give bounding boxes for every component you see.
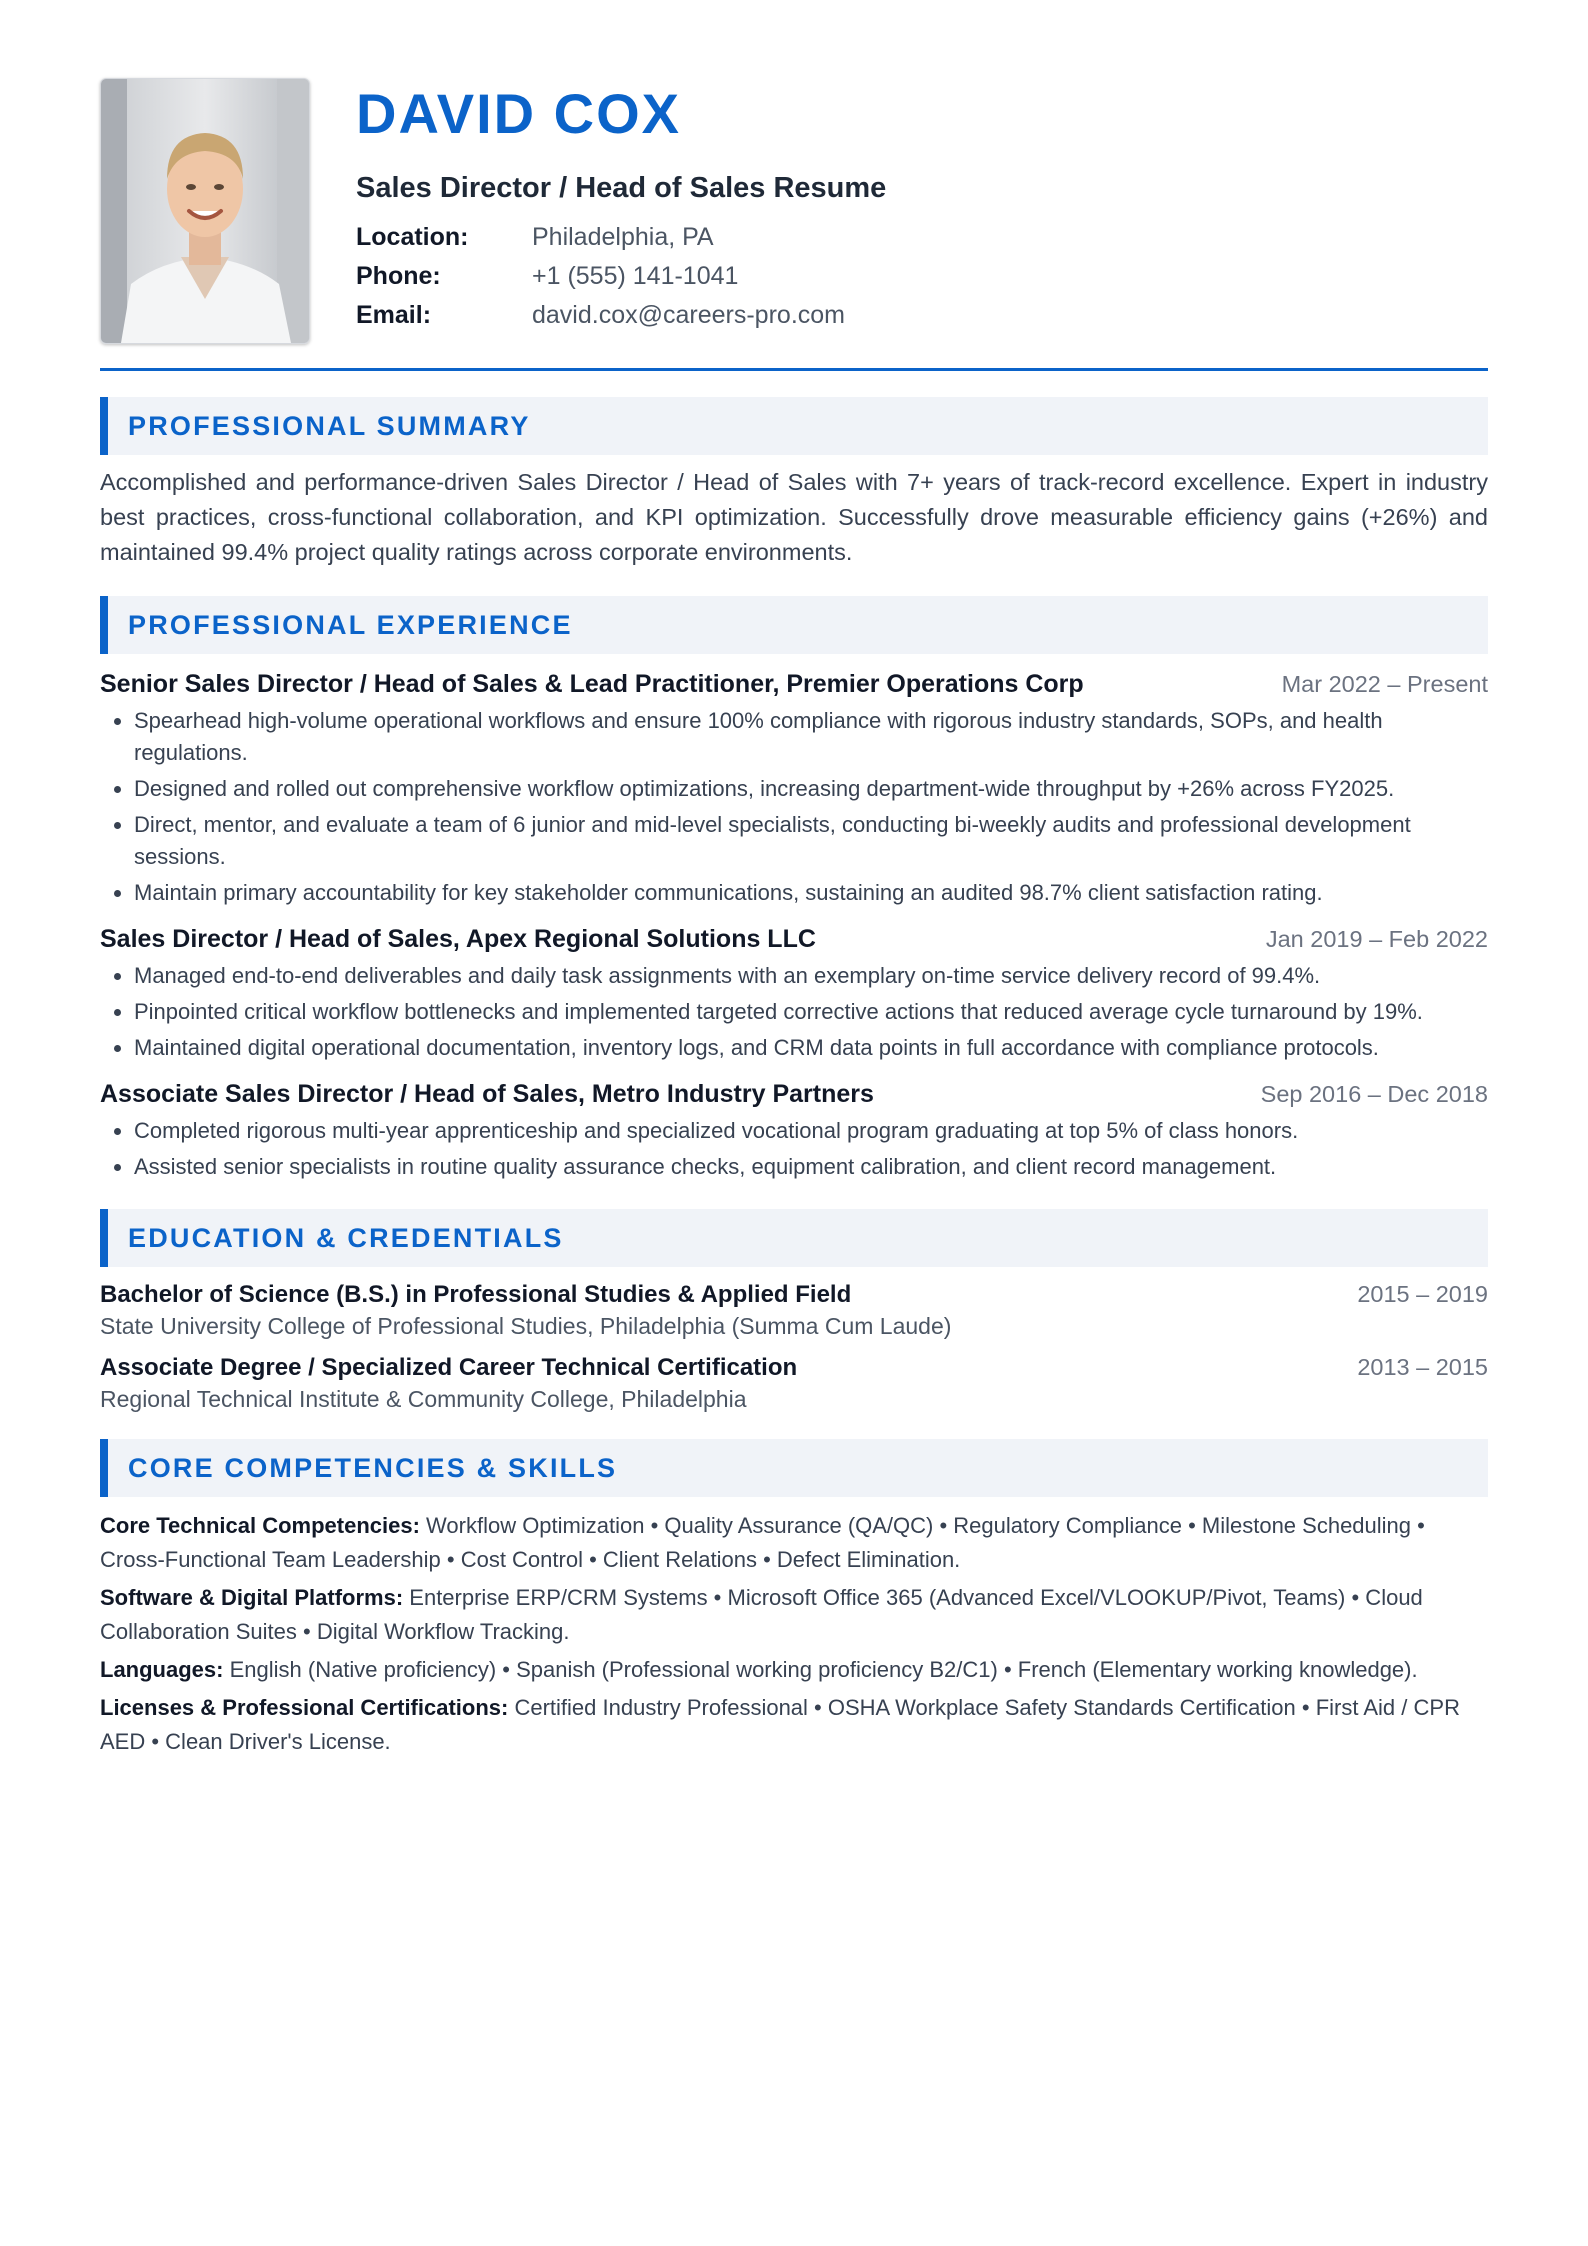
- experience-section: [100, 596, 1488, 1183]
- section-title: PROFESSIONAL EXPERIENCE: [128, 609, 573, 640]
- degree-title: Bachelor of Science (B.S.) in Professional Studies & Applied Field: [100, 1281, 852, 1308]
- job-bullets: [100, 960, 1488, 1064]
- job-bullet: • Direct, mentor, and evaluate a team of 6 junior and mid-level specialists, conducting bi-weekly audits and professional development sessions.: [134, 809, 1488, 873]
- section-title: EDUCATION & CREDENTIALS: [128, 1222, 564, 1253]
- section-header: [100, 1439, 1488, 1497]
- skill-label: Core Technical Competencies:: [100, 1513, 420, 1538]
- job-title: Sales Director / Head of Sales, Apex Regional Solutions LLC: [100, 925, 816, 953]
- skill-text: English (Native proficiency) • Spanish (Professional working proficiency B2/C1) • French (Elementary working knowledge).: [229, 1657, 1418, 1682]
- location-label: Location:: [356, 223, 469, 251]
- job-header: [100, 925, 1488, 954]
- job-entry: [100, 1080, 1488, 1183]
- skills-list: [100, 1509, 1488, 1759]
- degree-title: Associate Degree / Specialized Career Technical Certification: [100, 1354, 798, 1381]
- summary-section: [100, 397, 1488, 570]
- candidate-name: DAVID COX: [356, 82, 681, 145]
- header-divider: [100, 368, 1488, 371]
- job-date: Sep 2016 – Dec 2018: [1260, 1081, 1488, 1107]
- job-bullet: • Maintain primary accountability for key stakeholder communications, sustaining an audited 98.7% client satisfaction rating.: [134, 877, 1488, 909]
- education-header: [100, 1354, 1488, 1382]
- section-title: PROFESSIONAL SUMMARY: [128, 410, 531, 441]
- education-section: [100, 1209, 1488, 1413]
- skill-label: Licenses & Professional Certifications:: [100, 1695, 509, 1720]
- skill-line: [100, 1691, 1488, 1759]
- header-info: [356, 78, 886, 330]
- job-date: Jan 2019 – Feb 2022: [1265, 926, 1488, 952]
- section-header: [100, 596, 1488, 654]
- skill-line: [100, 1653, 1488, 1687]
- education-header: [100, 1281, 1488, 1309]
- education-date: 2015 – 2019: [1357, 1281, 1488, 1307]
- resume-subtitle: Sales Director / Head of Sales Resume: [356, 172, 887, 204]
- school-name: State University College of Professional Studies, Philadelphia (Summa Cum Laude): [100, 1313, 952, 1339]
- profile-photo: [100, 78, 310, 344]
- email-label: Email:: [356, 301, 432, 329]
- section-header: [100, 1209, 1488, 1267]
- job-bullet: • Assisted senior specialists in routine quality assurance checks, equipment calibration, and client record management.: [134, 1151, 1488, 1183]
- education-entry: [100, 1281, 1488, 1340]
- skill-label: Software & Digital Platforms:: [100, 1585, 404, 1610]
- job-bullet: • Managed end-to-end deliverables and daily task assignments with an exemplary on-time service delivery record of 99.4%.: [134, 960, 1488, 992]
- location-value: Philadelphia, PA: [532, 223, 714, 251]
- job-bullets: [100, 1115, 1488, 1183]
- job-bullet: • Maintained digital operational documentation, inventory logs, and CRM data points in full accordance with compliance protocols.: [134, 1032, 1488, 1064]
- job-bullet: • Spearhead high-volume operational workflows and ensure 100% compliance with rigorous industry standards, SOPs, and health regulations.: [134, 705, 1488, 769]
- skill-line: [100, 1509, 1488, 1577]
- job-entry: [100, 925, 1488, 1064]
- skill-label: Languages:: [100, 1657, 224, 1682]
- summary-text: Accomplished and performance-driven Sales Director / Head of Sales with 7+ years of track-record excellence. Expert in industry best practices, cross-functional collaboration, and KPI optimization. Successfully drove measurable efficiency gains (+26%) and maintained 99.4% project quality ratings across corporate environments.: [100, 469, 1488, 565]
- skill-line: [100, 1581, 1488, 1649]
- job-bullet: • Pinpointed critical workflow bottlenecks and implemented targeted corrective actions that reduced average cycle turnaround by 19%.: [134, 996, 1488, 1028]
- skill-text: Certified Industry Professional • OSHA Workplace Safety Standards Certification • First Aid / CPR AED • Clean Driver's License.: [100, 1695, 1460, 1754]
- resume-header: [100, 78, 1488, 344]
- skill-text: Enterprise ERP/CRM Systems • Microsoft Office 365 (Advanced Excel/VLOOKUP/Pivot, Teams) • Cloud Collaboration Suites • Digital Workflow Tracking.: [100, 1585, 1423, 1644]
- education-entry: [100, 1354, 1488, 1413]
- job-title: Senior Sales Director / Head of Sales & Lead Practitioner, Premier Operations Corp: [100, 670, 1084, 698]
- job-bullets: [100, 705, 1488, 909]
- job-title: Associate Sales Director / Head of Sales, Metro Industry Partners: [100, 1080, 874, 1108]
- education-date: 2013 – 2015: [1357, 1354, 1488, 1380]
- section-header: [100, 397, 1488, 455]
- job-entry: [100, 670, 1488, 909]
- phone-value: +1 (555) 141-1041: [532, 262, 739, 290]
- job-header: [100, 1080, 1488, 1109]
- email-value: david.cox@careers-pro.com: [532, 301, 845, 329]
- section-title: CORE COMPETENCIES & SKILLS: [128, 1452, 618, 1483]
- phone-label: Phone:: [356, 262, 441, 290]
- job-date: Mar 2022 – Present: [1281, 671, 1488, 697]
- skill-text: Workflow Optimization • Quality Assurance (QA/QC) • Regulatory Compliance • Milestone Scheduling • Cross-Functional Team Leadership • Cost Control • Client Relations • Defect Elimination.: [100, 1513, 1425, 1572]
- school-name: Regional Technical Institute & Community College, Philadelphia: [100, 1386, 747, 1412]
- job-bullet: • Completed rigorous multi-year apprenticeship and specialized vocational program graduating at top 5% of class honors.: [134, 1115, 1488, 1147]
- job-header: [100, 670, 1488, 699]
- job-bullet: • Designed and rolled out comprehensive workflow optimizations, increasing department-wide throughput by +26% across FY2025.: [134, 773, 1488, 805]
- contact-details: [356, 223, 886, 330]
- skills-section: [100, 1439, 1488, 1759]
